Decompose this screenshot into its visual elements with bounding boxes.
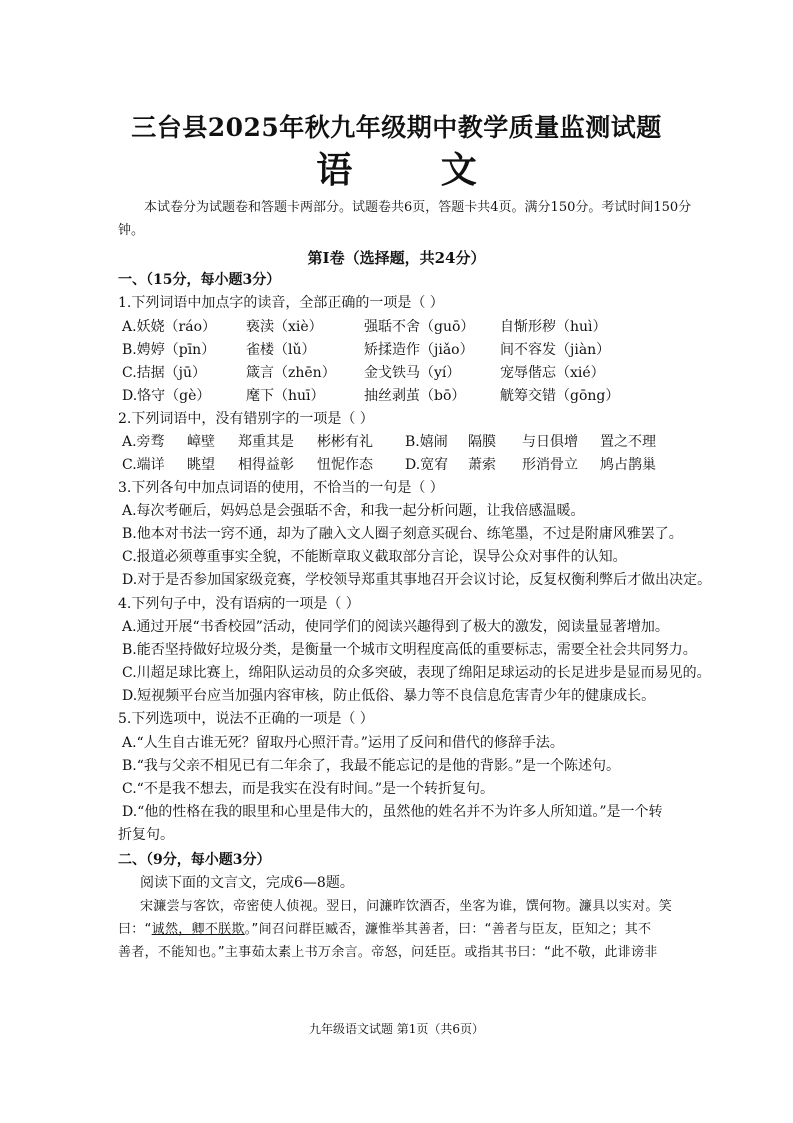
q3-option-b: B.他本对书法一窍不通，却为了融入文人圈子刻意买砚台、练笔墨，不过是附庸风雅罢了。	[122, 526, 683, 542]
q1-option-cell: 亵渎（xiè）	[246, 319, 323, 335]
classical-text-line: 善者，不能知也。”主事茹太素上书万余言。帝怒，问廷臣。或指其书曰：“此不敬，此诽谤非	[118, 945, 658, 960]
q3-option-c: C.报道必须尊重事实全貌，不能断章取义截取部分言论，误导公众对事件的认知。	[122, 549, 627, 565]
section-two-heading: 二、（9分，每小题3分）	[118, 852, 271, 868]
q2-word: 彬彬有礼	[317, 434, 373, 450]
q5-option-d-continued: 折复句。	[118, 827, 174, 843]
q2-word: 郑重其是	[238, 434, 294, 450]
q5-option-d: D.“他的性格在我的眼里和心里是伟大的，虽然他的姓名并不为许多人所知道。”是一个转	[122, 804, 663, 820]
q1-option-cell: 矫揉造作（jiǎo）	[364, 342, 474, 358]
part-one-title: 第Ⅰ卷（选择题，共24分）	[307, 249, 486, 267]
q5-option-b: B.“我与父亲不相见已有二年余了，我最不能忘记的是他的背影。”是一个陈述句。	[122, 758, 621, 774]
q1-option-cell: 间不容发（jiàn）	[500, 342, 611, 358]
q1-option-cell: 麾下（huī）	[246, 388, 325, 404]
q1-option-cell: B.娉婷（pīn）	[122, 342, 216, 358]
classical-text-line: 曰：“诚然，卿不朕欺。”间召问群臣臧否，濂惟举其善者，曰：“善者与臣友，臣知之；其不	[118, 922, 652, 937]
q1-option-cell: 金戈铁马（yí）	[364, 365, 461, 381]
exam-instructions: 本试卷分为试题卷和答题卡两部分。试题卷共6页，答题卡共4页。满分150分。考试时间150分钟。	[118, 200, 692, 238]
q1-option-cell: A.妖娆（ráo）	[122, 319, 217, 335]
q1-option-cell: 雀楼（lǔ）	[246, 342, 316, 358]
exam-title: 三台县2025年秋九年级期中教学质量监测试题	[131, 113, 662, 142]
q1-option-cell: D.恪守（gè）	[122, 388, 211, 404]
question-4-stem: 4.下列句子中，没有语病的一项是（ ）	[118, 596, 360, 612]
page-footer: 九年级语文试题 第1页（共6页）	[308, 1022, 485, 1036]
question-2-stem: 2.下列词语中，没有错别字的一项是（ ）	[118, 411, 374, 427]
q2-word: 鸠占鹊巢	[600, 457, 656, 473]
q2-word: C.端详	[122, 457, 165, 473]
q5-option-c: C.“不是我不想去，而是我实在没有时间。”是一个转折复句。	[122, 781, 494, 797]
section-one-heading: 一、（15分，每小题3分）	[118, 272, 281, 288]
q2-word: 与日俱增	[522, 434, 578, 450]
q4-option-c: C.川超足球比赛上，绵阳队运动员的众多突破，表现了绵阳足球运动的长足进步是显而易见的。	[122, 665, 711, 681]
q2-word: 形消骨立	[522, 457, 578, 473]
classical-text-line: 宋濂尝与客饮，帝密使人侦视。翌日，问濂昨饮酒否，坐客为谁，馔何物。濂具以实对。笑	[140, 899, 673, 914]
subject-title: 语 文	[316, 149, 515, 191]
q1-option-cell: 自惭形秽（huì）	[500, 319, 607, 335]
reading-instruction: 阅读下面的文言文，完成6—8题。	[140, 875, 354, 891]
q4-option-d: D.短视频平台应当加强内容审核，防止低俗、暴力等不良信息危害青少年的健康成长。	[122, 688, 656, 704]
q1-option-cell: C.拮据（jū）	[122, 365, 207, 381]
q2-word: 置之不理	[600, 434, 656, 450]
q3-option-a: A.每次考砸后，妈妈总是会强聒不舍，和我一起分析问题，让我倍感温暖。	[122, 503, 585, 519]
question-5-stem: 5.下列选项中，说法不正确的一项是（ ）	[118, 711, 374, 727]
q2-word: A.旁骛	[122, 434, 165, 450]
q2-word: D.宽宥	[405, 457, 449, 473]
q2-word: 萧索	[468, 457, 496, 473]
q2-word: 嶂壁	[187, 434, 215, 450]
q2-word: 眺望	[187, 457, 215, 473]
q1-option-cell: 觥筹交错（gōng）	[500, 388, 620, 404]
q5-option-a: A.“人生自古谁无死？留取丹心照汗青。”运用了反问和借代的修辞手法。	[122, 735, 564, 751]
q1-option-cell: 箴言（zhēn）	[246, 365, 336, 381]
q4-option-a: A.通过开展“书香校园”活动，使同学们的阅读兴趣得到了极大的激发，阅读量显著增加。	[122, 619, 669, 635]
question-3-stem: 3.下列各句中加点词语的使用，不恰当的一句是（ ）	[118, 480, 444, 496]
q2-word: 忸怩作态	[317, 457, 373, 473]
q3-option-d: D.对于是否参加国家级竞赛，学校领导郑重其事地召开会议讨论，反复权衡利弊后才做出决定。	[122, 572, 712, 588]
q1-option-cell: 抽丝剥茧（bō）	[364, 388, 466, 404]
q1-option-cell: 强聒不舍（guō）	[364, 319, 475, 335]
q2-word: 隔膜	[468, 434, 496, 450]
question-1-stem: 1.下列词语中加点字的读音，全部正确的一项是（ ）	[118, 295, 444, 311]
q4-option-b: B.能否坚持做好垃圾分类，是衡量一个城市文明程度高低的重要标志，需要全社会共同努力。	[122, 642, 697, 658]
underlined-phrase: 诚然，卿不朕欺	[151, 922, 245, 937]
q2-word: 相得益彰	[238, 457, 294, 473]
q1-option-cell: 宠辱偕忘（xié）	[500, 365, 605, 381]
q2-word: B.嬉闹	[405, 434, 448, 450]
